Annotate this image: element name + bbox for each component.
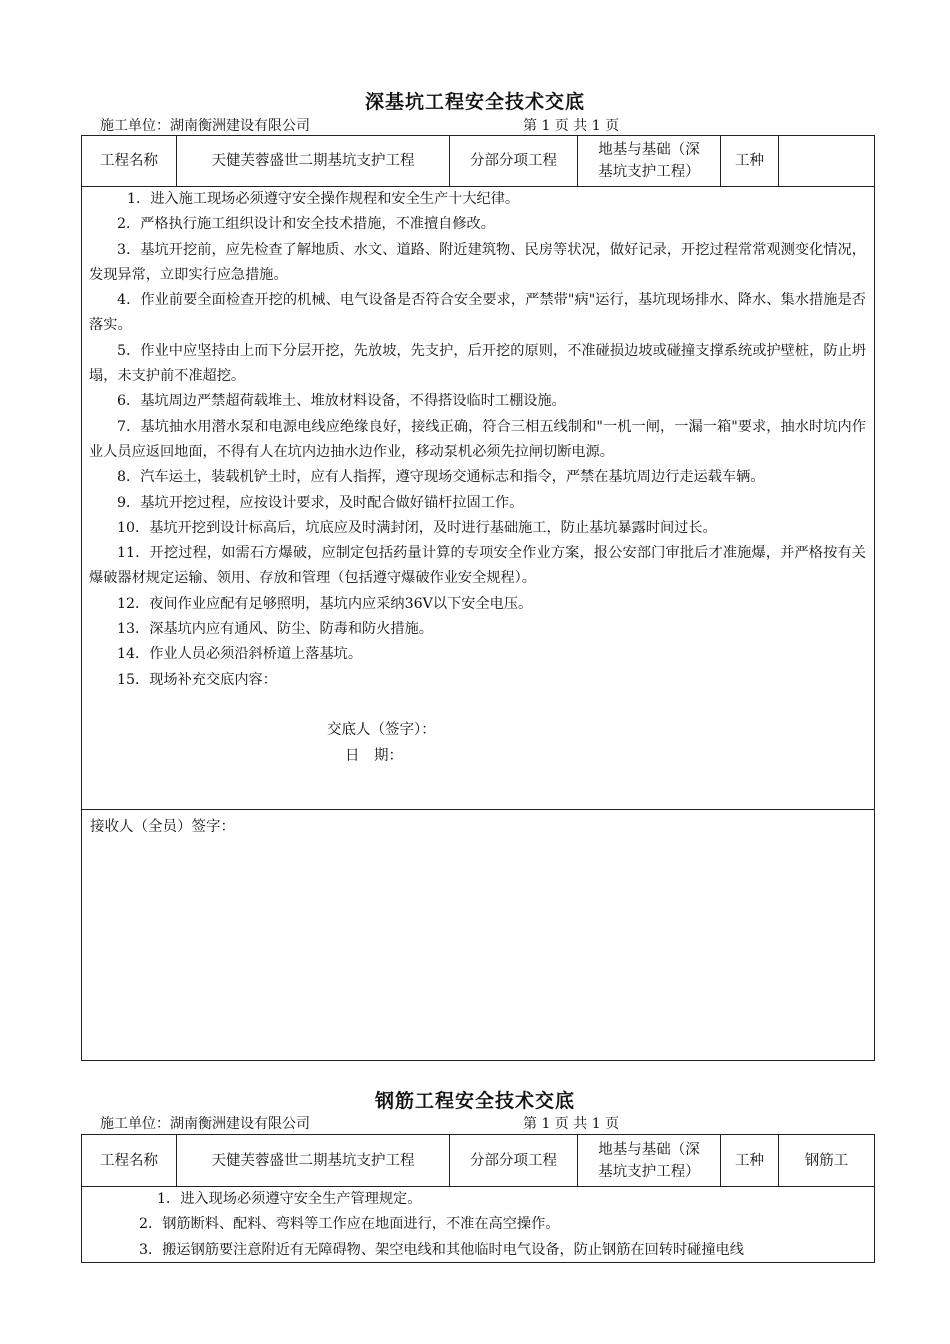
list-item: 7．基坑抽水用潜水泵和电源电线应绝缘良好，接线正确，符合三相五线制和"一机一闸，一漏一箱"要求，抽水时坑内作业人员应返回地面，不得有人在坑内边抽水边作业，移动泵机必须先拉闸切断电源。 bbox=[89, 418, 866, 460]
receiver-signature-label: 接收人（全员）签字： bbox=[90, 819, 235, 835]
doc1-title: 深基坑工程安全技术交底 bbox=[364, 91, 585, 113]
list-item: 10．基坑开挖到设计标高后，坑底应及时满封闭，及时进行基础施工，防止基坑暴露时间过长。 bbox=[117, 519, 717, 536]
label-sub-project: 分部分项工程 bbox=[450, 1135, 578, 1187]
list-item: 6．基坑周边严禁超荷载堆土、堆放材料设备，不得搭设临时工棚设施。 bbox=[117, 393, 566, 410]
list-item: 4．作业前要全面检查开挖的机械、电气设备是否符合安全要求，严禁带"病"运行，基坑现场排水、降水、集水措施是否落实。 bbox=[89, 292, 866, 334]
list-item: 15．现场补充交底内容： bbox=[117, 671, 277, 688]
list-item: 2．严格执行施工组织设计和安全技术措施，不准擅自修改。 bbox=[117, 216, 495, 233]
sub-project-line2: 基坑支护工程） bbox=[598, 164, 700, 180]
label-project-name: 工程名称 bbox=[82, 136, 177, 187]
list-item: 12．夜间作业应配有足够照明，基坑内应采纳36V以下安全电压。 bbox=[117, 595, 533, 612]
label-trade: 工种 bbox=[721, 1135, 779, 1187]
sub-project-line1: 地基与基础（深 bbox=[598, 142, 700, 158]
doc2-construction-unit: 施工单位：湖南衡洲建设有限公司 bbox=[100, 1116, 310, 1132]
label-sub-project: 分部分项工程 bbox=[450, 136, 578, 187]
trade-value bbox=[779, 136, 875, 187]
list-item: 11．开挖过程，如需石方爆破，应制定包括药量计算的专项安全作业方案，报公安部门审批后才准施爆，并严格按有关爆破器材规定运输、领用、存放和管理（包括遵守爆破作业安全规程）。 bbox=[89, 545, 866, 587]
list-item: 13．深基坑内应有通风、防尘、防毒和防火措施。 bbox=[117, 621, 433, 638]
doc1-page-number: 第 1 页 共 1 页 bbox=[523, 118, 620, 134]
list-item: 1．进入施工现场必须遵守安全操作规程和安全生产十大纪律。 bbox=[127, 191, 520, 207]
doc2-form-table bbox=[81, 1134, 875, 1263]
sign-date-label: 日 期： bbox=[345, 747, 403, 764]
label-trade: 工种 bbox=[721, 136, 779, 187]
list-item: 1．进入现场必须遵守安全生产管理规定。 bbox=[157, 1191, 422, 1207]
label-project-name: 工程名称 bbox=[82, 1135, 177, 1187]
trade-value: 钢筋工 bbox=[779, 1135, 875, 1187]
doc1-form-table bbox=[81, 135, 875, 1061]
sub-project-line1: 地基与基础（深 bbox=[598, 1141, 700, 1158]
doc1-content-row bbox=[82, 187, 875, 810]
doc1-content-cell bbox=[82, 187, 875, 810]
list-item: 14．作业人员必须沿斜桥道上落基坑。 bbox=[117, 646, 363, 663]
doc2-header-row bbox=[82, 1135, 875, 1187]
list-item: 2．钢筋断料、配料、弯料等工作应在地面进行，不准在高空操作。 bbox=[139, 1216, 560, 1233]
doc1-receiver-row bbox=[82, 810, 875, 1061]
list-item: 5．作业中应坚持由上而下分层开挖，先放坡，先支护，后开挖的原则，不准碰损边坡或碰撞支撑系统或护壁桩，防止坍塌，未支护前不准超挖。 bbox=[89, 342, 866, 385]
list-item: 9．基坑开挖过程，应按设计要求，及时配合做好锚杆拉固工作。 bbox=[117, 494, 524, 511]
doc1-construction-unit: 施工单位：湖南衡洲建设有限公司 bbox=[100, 118, 310, 134]
project-name: 天健芙蓉盛世二期基坑支护工程 bbox=[177, 136, 450, 187]
list-item: 8．汽车运土，装载机铲土时，应有人指挥，遵守现场交通标志和指令，严禁在基坑周边行走运载车辆。 bbox=[117, 469, 765, 486]
signer-label: 交底人（签字）： bbox=[327, 721, 436, 738]
doc2-title: 钢筋工程安全技术交底 bbox=[374, 1090, 575, 1112]
doc2-content-row bbox=[82, 1187, 875, 1263]
sub-project-line2: 基坑支护工程） bbox=[598, 1163, 700, 1180]
sub-project bbox=[578, 1135, 721, 1187]
doc2-content-cell bbox=[82, 1187, 875, 1263]
doc1-header-row bbox=[82, 136, 875, 187]
list-item: 3．基坑开挖前，应先检查了解地质、水文、道路、附近建筑物、民房等状况，做好记录，开挖过程常常观测变化情况，发现异常，立即实行应急措施。 bbox=[89, 241, 866, 283]
doc2-page-number: 第 1 页 共 1 页 bbox=[523, 1116, 620, 1132]
sub-project bbox=[578, 136, 721, 187]
project-name: 天健芙蓉盛世二期基坑支护工程 bbox=[177, 1135, 450, 1187]
list-item: 3．搬运钢筋要注意附近有无障碍物、架空电线和其他临时电气设备，防止钢筋在回转时碰撞电线 bbox=[139, 1241, 744, 1258]
